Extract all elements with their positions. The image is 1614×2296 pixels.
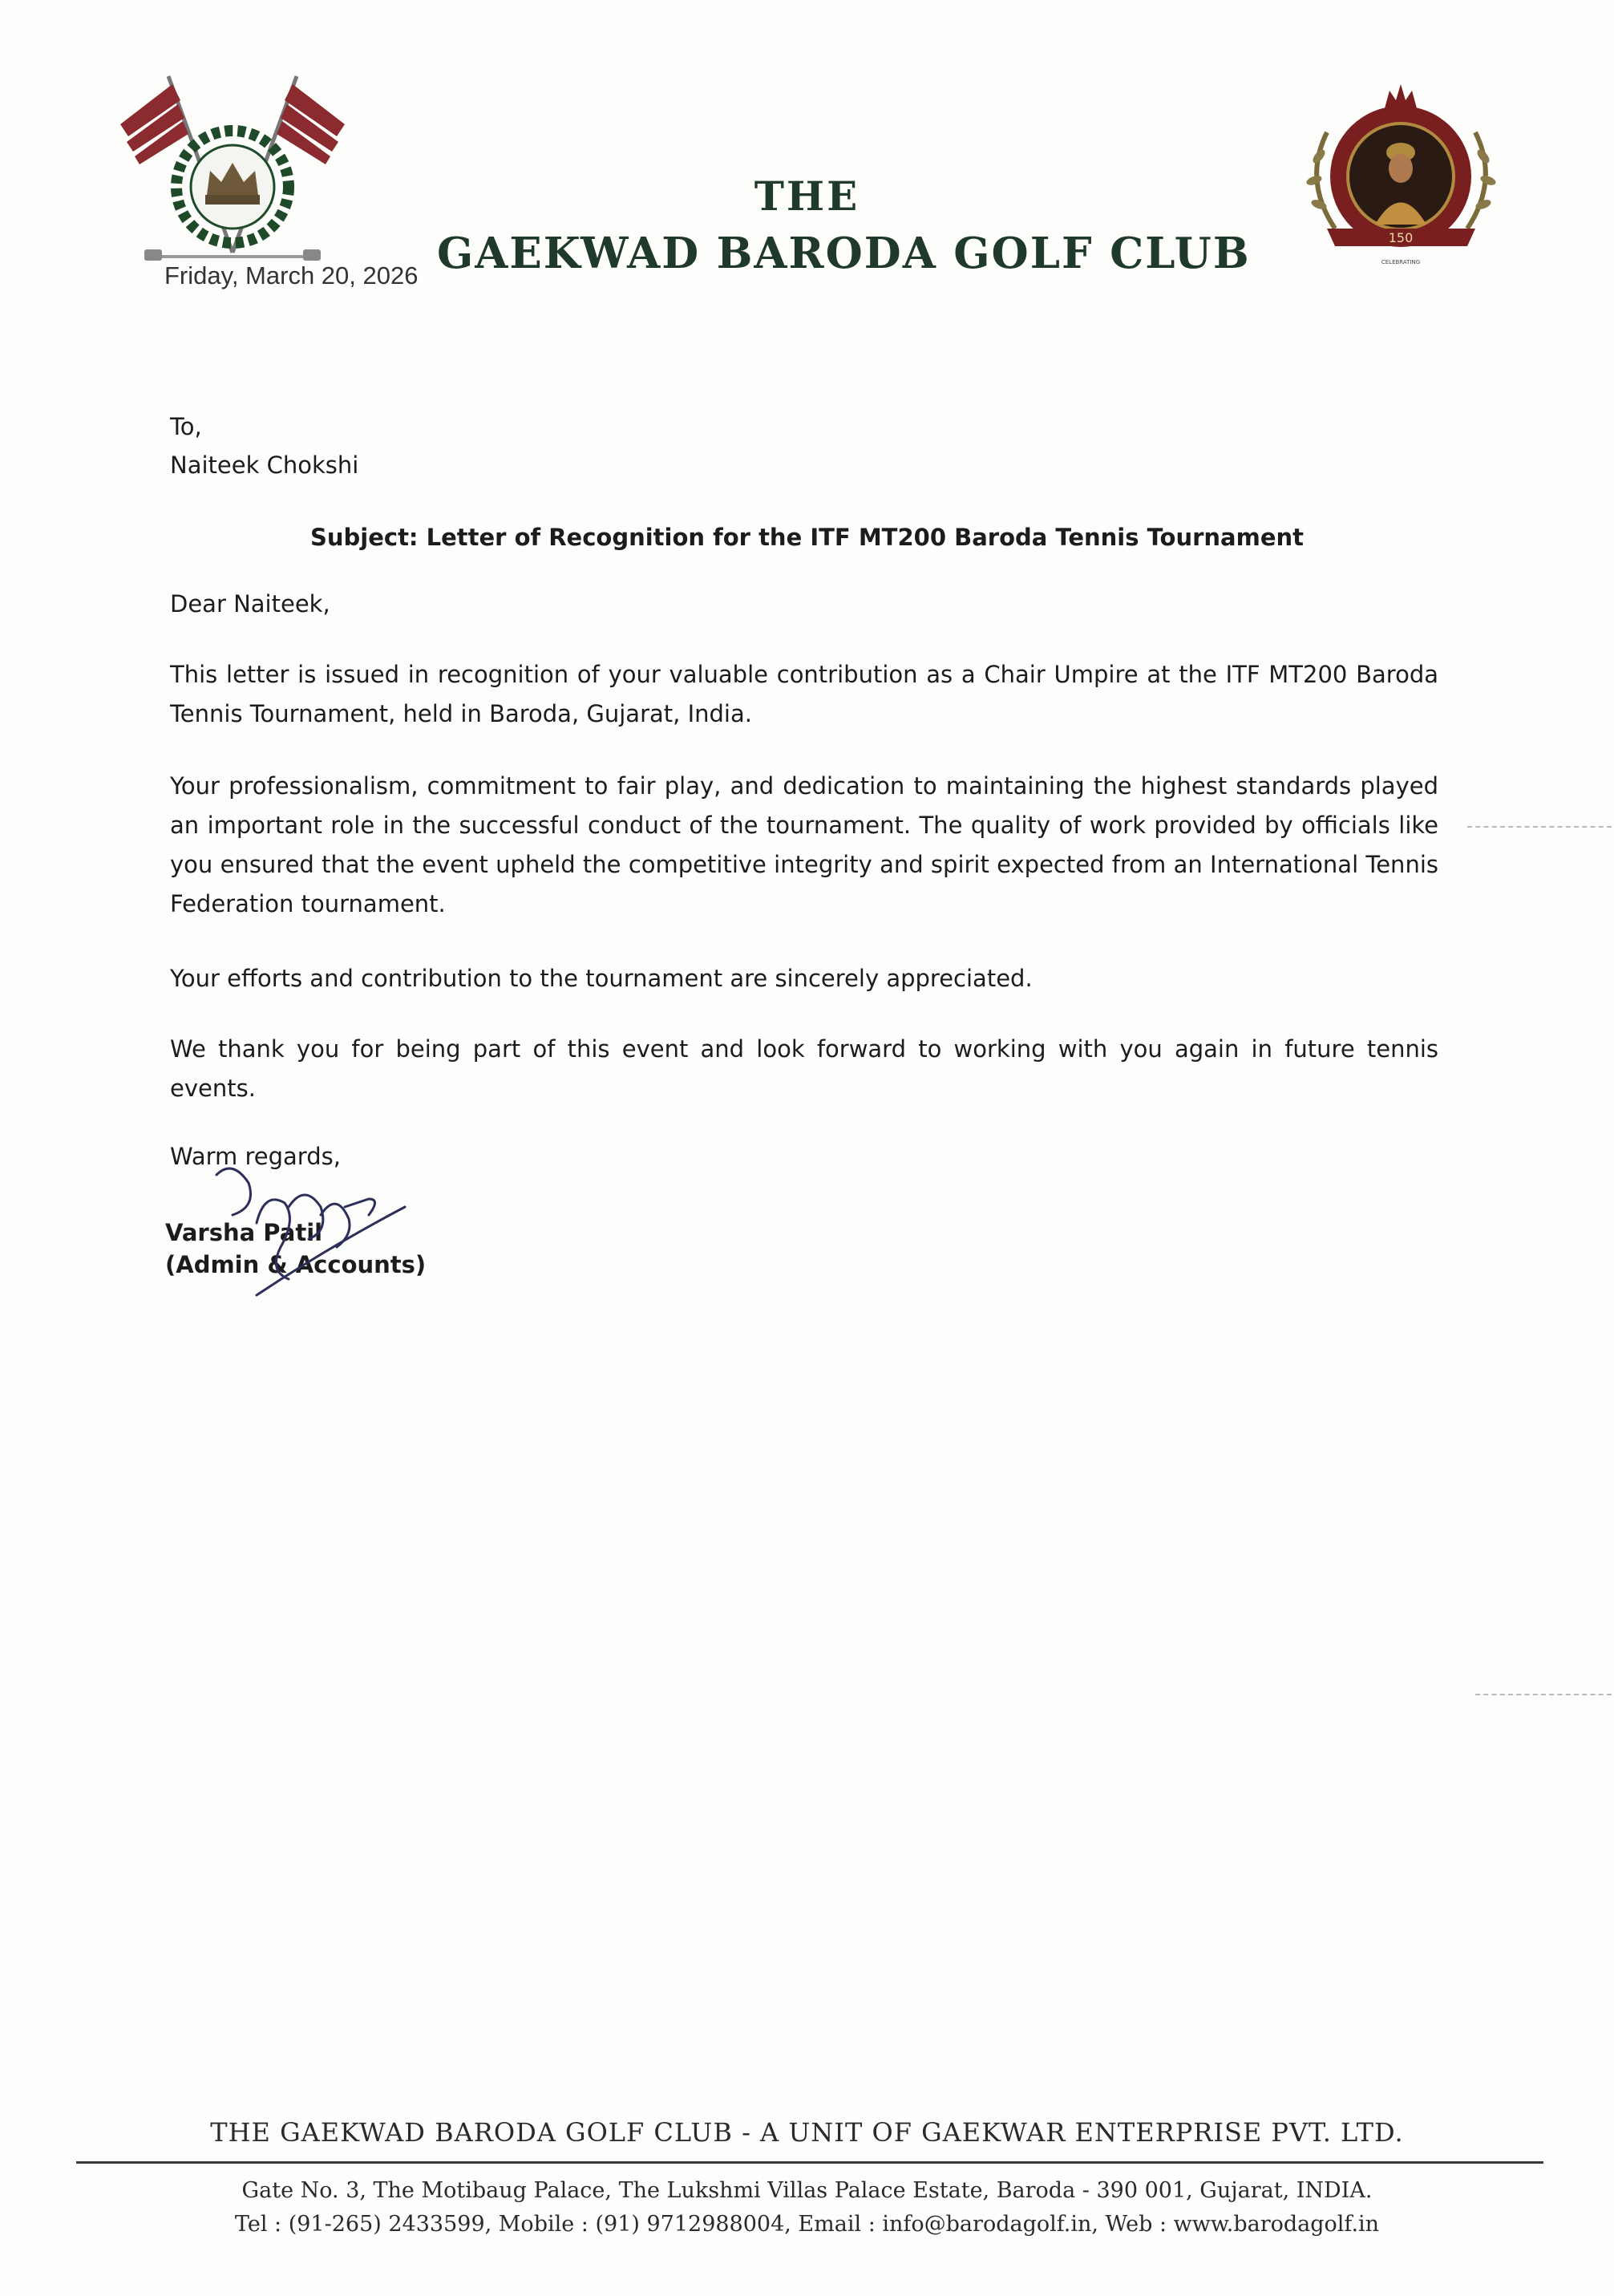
body-paragraph: We thank you for being part of this event and look forward to working with you again in future tennis events. (170, 1035, 1438, 1102)
seal-number: 150 (1388, 230, 1414, 245)
club-name: GAEKWAD BARODA GOLF CLUB (437, 229, 1251, 278)
svg-text:CELEBRATING: CELEBRATING (1381, 259, 1421, 265)
left-flag (120, 84, 188, 164)
body-paragraph: This letter is issued in recognition of your valuable contribution as a Chair Umpire at the ITF MT200 Baroda Tennis Tournament, held in Baroda, Gujarat, India. (170, 661, 1438, 727)
seal-crown (1385, 84, 1417, 108)
club-title-the: THE (754, 172, 860, 220)
scan-artifact (1475, 1694, 1612, 1695)
right-flag (277, 84, 345, 164)
handwritten-signature (208, 1159, 409, 1303)
closing: Warm regards, (170, 1143, 341, 1170)
footer-company-line: THE GAEKWAD BARODA GOLF CLUB - A UNIT OF GAEKWAR ENTERPRISE PVT. LTD. (210, 2117, 1404, 2148)
maharaja-portrait-seal-icon (1295, 76, 1507, 269)
body-paragraph: Your professionalism, commitment to fair play, and dedication to maintaining the highest standards played an important role in the successful conduct of the tournament. The quality of work provided by officials like you ensured that the event upheld the competitive integrity and spirit expected from an International Tennis Federation tournament. (170, 772, 1438, 917)
salutation: Dear Naiteek, (170, 590, 330, 618)
footer-divider (76, 2161, 1543, 2164)
scan-artifact (1467, 826, 1612, 828)
recipient-name: Naiteek Chokshi (170, 452, 359, 479)
letter-date: Friday, March 20, 2026 (164, 261, 419, 290)
signatory-name: Varsha Patil (165, 1219, 323, 1246)
footer-contact: Tel : (91-265) 2433599, Mobile : (91) 9712988004, Email : info@barodagolf.in, Web : www.barodagolf.in (234, 2212, 1380, 2237)
to-label: To, (170, 413, 202, 440)
footer-address: Gate No. 3, The Motibaug Palace, The Lukshmi Villas Palace Estate, Baroda - 390 001, Gujarat, INDIA. (241, 2178, 1373, 2203)
body-paragraph: Your efforts and contribution to the tournament are sincerely appreciated. (170, 965, 1033, 992)
signatory-role: (Admin & Accounts) (165, 1251, 427, 1278)
subject-line: Subject: Letter of Recognition for the ITF MT200 Baroda Tennis Tournament (309, 524, 1305, 551)
